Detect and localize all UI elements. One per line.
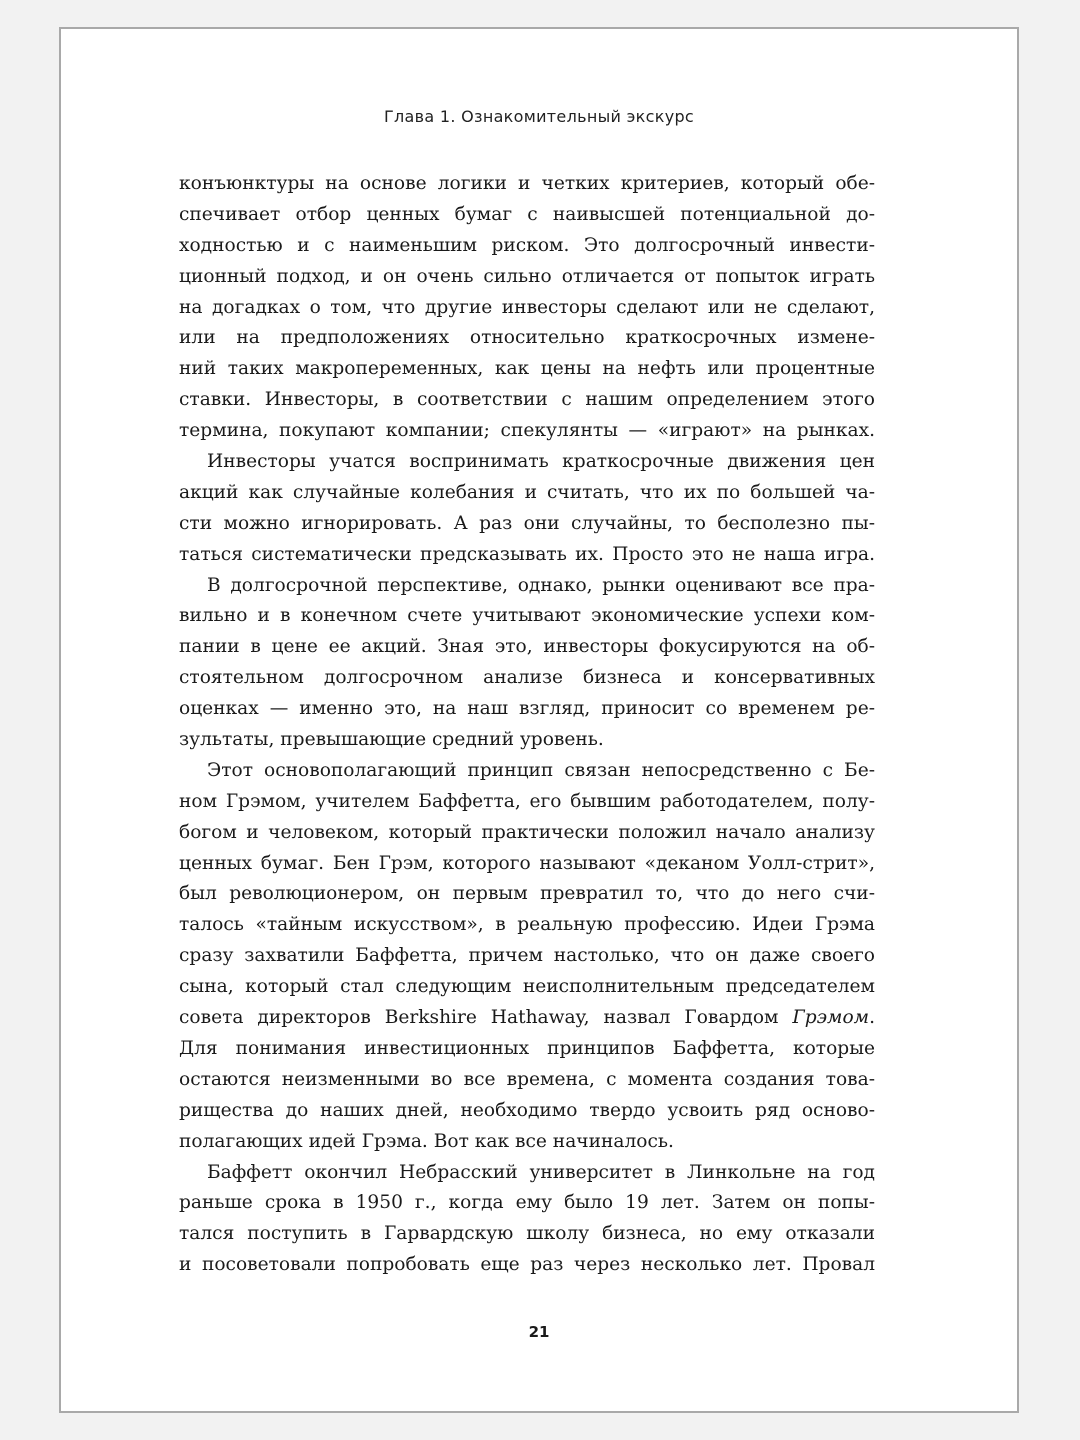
text-line-with-italic — [179, 1003, 875, 1034]
paragraph — [179, 169, 875, 447]
text-line: сразу захватили Баффетта, причем настолько, что он даже своего — [179, 945, 875, 967]
text-line: раньше срока в 1950 г., когда ему было 19 лет. Затем он попы- — [179, 1192, 875, 1214]
text-line: ционный подход, и он очень сильно отличается от попыток играть — [179, 265, 875, 287]
text-line: спечивает отбор ценных бумаг с наивысшей потенциальной до- — [179, 203, 875, 225]
page-number: 21 — [528, 1323, 550, 1341]
text-line: акций как случайные колебания и считать, что их по большей ча- — [179, 481, 875, 503]
text-line: Инвесторы учатся воспринимать краткосрочные движения цен — [207, 451, 875, 473]
text-line: ний таких макропеременных, как цены на нефть или процентные — [179, 358, 875, 380]
paragraph — [179, 571, 875, 756]
text-line: был революционером, он первым превратил то, что до него счи- — [179, 883, 875, 905]
paragraph — [179, 756, 875, 1158]
text-segment: . — [869, 1007, 875, 1029]
text-line: сти можно игнорировать. А раз они случайны, то бесполезно пы- — [179, 512, 875, 534]
text-line: талось «тайным искусством», в реальную профессию. Идеи Грэма — [179, 914, 875, 936]
text-line: В долгосрочной перспективе, однако, рынки оценивают все пра- — [207, 574, 875, 596]
text-line: Этот основополагающий принцип связан непосредственно с Бе- — [207, 759, 875, 781]
text-line: оценках — именно это, на наш взгляд, приносит со временем ре- — [179, 698, 875, 720]
text-line: остаются неизменными во все времена, с момента создания това- — [179, 1068, 875, 1090]
italic-name: Грэмом — [792, 1007, 870, 1029]
text-line: зультаты, превышающие средний уровень. — [179, 729, 604, 751]
text-line: богом и человеком, который практически положил начало анализу — [179, 821, 875, 843]
text-line: или на предположениях относительно краткосрочных измене- — [179, 327, 875, 349]
text-line: и посоветовали попробовать еще раз через несколько лет. Провал — [179, 1254, 875, 1276]
text-line: пании в цене ее акций. Зная это, инвесторы фокусируются на об- — [179, 636, 875, 658]
text-segment: совета директоров Berkshire Hathaway, назвал Говардом — [179, 1007, 779, 1029]
text-line: на догадках о том, что другие инвесторы сделают или не сделают, — [179, 296, 875, 318]
paragraph — [179, 447, 875, 571]
body-text — [179, 169, 875, 1281]
text-line: термина, покупают компании; спекулянты — «играют» на рынках. — [179, 420, 875, 442]
text-line: рищества до наших дней, необходимо твердо усвоить ряд осново- — [179, 1099, 875, 1121]
book-page — [59, 27, 1019, 1413]
text-line: сына, который стал следующим неисполнительным председателем — [179, 976, 875, 998]
text-line: конъюнктуры на основе логики и четких критериев, который обе- — [179, 173, 875, 194]
text-line: Для понимания инвестиционных принципов Баффетта, которые — [179, 1037, 875, 1059]
text-line: таться систематически предсказывать их. Просто это не наша игра. — [179, 543, 875, 565]
text-line: ходностью и с наименьшим риском. Это долгосрочный инвести- — [179, 234, 875, 256]
text-line: ном Грэмом, учителем Баффетта, его бывшим работодателем, полу- — [179, 790, 875, 812]
text-line: вильно и в конечном счете учитывают экономические успехи ком- — [179, 605, 875, 627]
text-line: ставки. Инвесторы, в соответствии с нашим определением этого — [179, 389, 875, 411]
running-head: Глава 1. Ознакомительный экскурс — [383, 107, 695, 126]
text-line: ценных бумаг. Бен Грэм, которого называют «деканом Уолл-стрит», — [179, 852, 875, 874]
text-line: стоятельном долгосрочном анализе бизнеса и консервативных — [179, 667, 875, 689]
paragraph — [179, 1158, 875, 1282]
text-line: тался поступить в Гарвардскую школу бизнеса, но ему отказали — [179, 1223, 875, 1245]
text-line: Баффетт окончил Небрасский университет в Линкольне на год — [207, 1161, 875, 1183]
text-line: полагающих идей Грэма. Вот как все начиналось. — [179, 1130, 674, 1152]
